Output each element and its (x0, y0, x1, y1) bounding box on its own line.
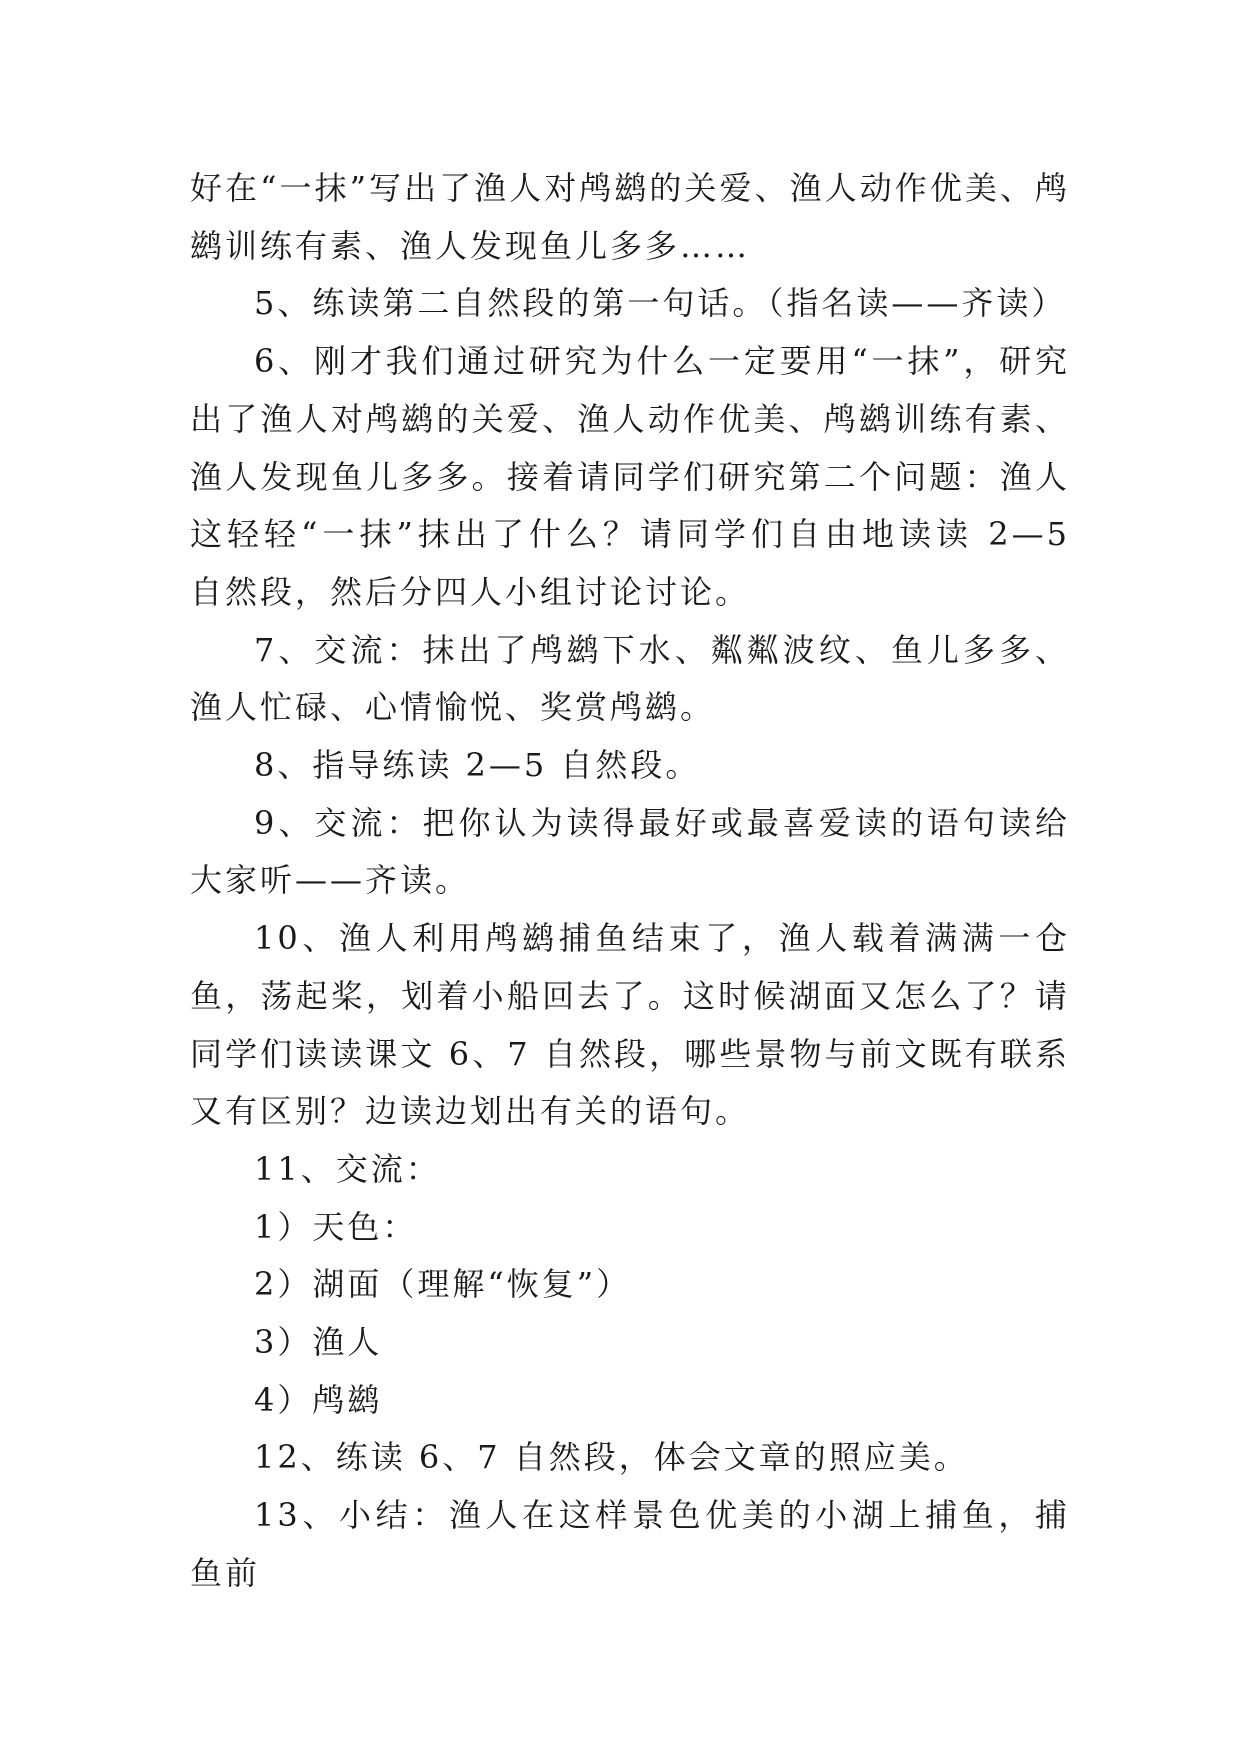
paragraph-step-5: 5、练读第二自然段的第一句话。（指名读——齐读） (254, 284, 1067, 323)
paragraph-step-11: 11、交流： (254, 1149, 441, 1188)
list-item-lake-surface: 2）湖面（理解“恢复”） (254, 1265, 632, 1304)
paragraph-step-12: 12、练读 6、7 自然段，体会文章的照应美。 (254, 1438, 969, 1477)
paragraph-step-9: 9、交流：把你认为读得最好或最喜爱读的语句读给大家听——齐读。 (190, 803, 1070, 900)
list-item-sky: 1）天色： (254, 1207, 418, 1246)
paragraph-step-13: 13、小结：渔人在这样景色优美的小湖上捕鱼，捕鱼前 (190, 1496, 1070, 1592)
document-body (190, 160, 1070, 1603)
paragraph-step-7: 7、交流：抹出了鸬鹚下水、粼粼波纹、鱼儿多多、渔人忙碌、心情愉悦、奖赏鸬鹚。 (190, 630, 1070, 727)
paragraph-continuation: 好在“一抹”写出了渔人对鸬鹚的关爱、渔人动作优美、鸬鹚训练有素、渔人发现鱼儿多多…… (190, 169, 1070, 265)
paragraph-step-6: 6、刚才我们通过研究为什么一定要用“一抹”，研究出了渔人对鸬鹚的关爱、渔人动作优美、鸬鹚训练有素、渔人发现鱼儿多多。接着请同学们研究第二个问题：渔人这轻轻“一抹”抹出了什么？请同学们自由地读读 2—5 自然段，然后分四人小组讨论讨论。 (190, 342, 1070, 611)
paragraph-step-8: 8、指导练读 2—5 自然段。 (254, 746, 701, 785)
paragraph-step-10: 10、渔人利用鸬鹚捕鱼结束了，渔人载着满满一仓鱼，荡起桨，划着小船回去了。这时候湖面又怎么了？请同学们读读课文 6、7 自然段，哪些景物与前文既有联系又有区别？边读边划出有关的语句。 (190, 919, 1070, 1131)
list-item-fisherman: 3）渔人 (254, 1323, 383, 1362)
list-item-cormorant: 4）鸬鹚 (254, 1380, 383, 1419)
